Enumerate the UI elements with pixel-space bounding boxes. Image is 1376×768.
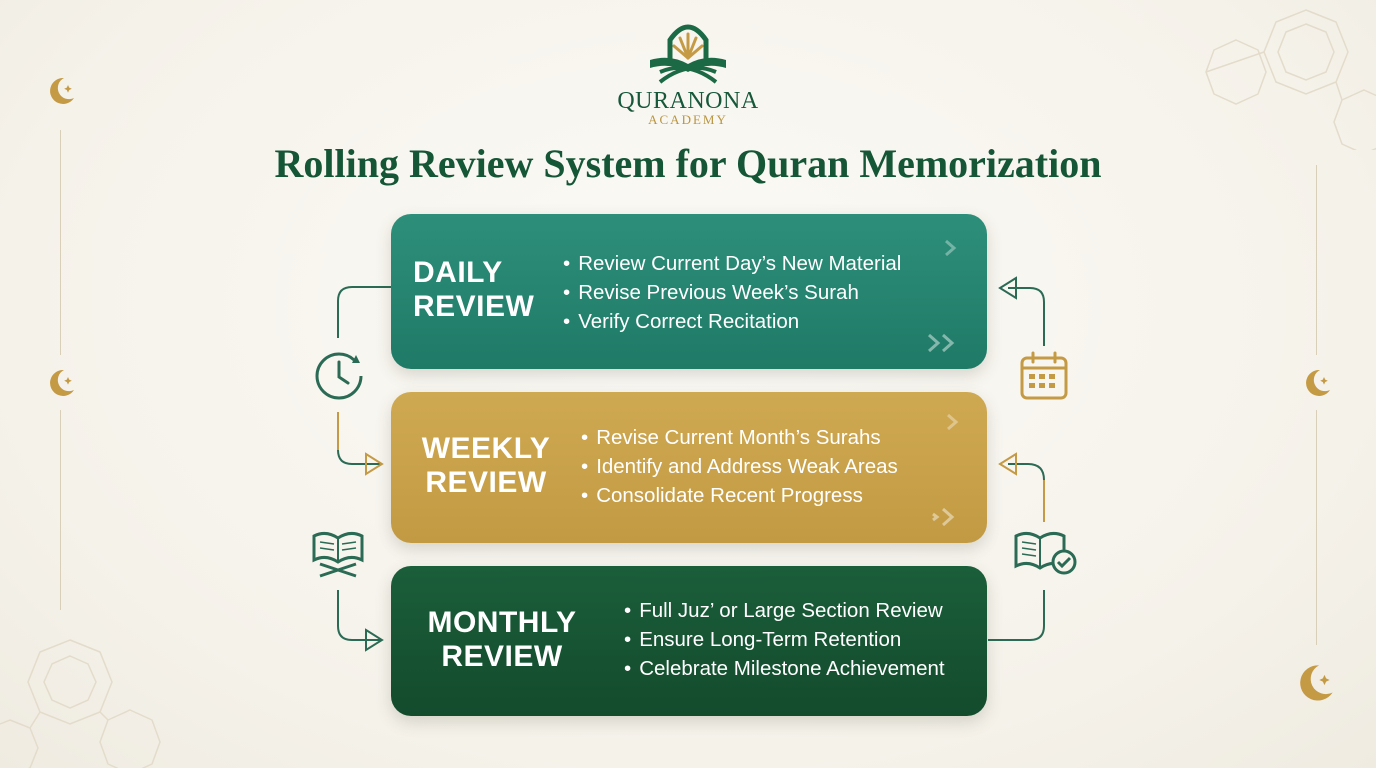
list-item: • Full Juz’ or Large Section Review (624, 596, 945, 625)
daily-review-title: DAILY REVIEW (413, 256, 535, 323)
weekly-review-title: WEEKLY REVIEW (421, 432, 551, 499)
monthly-review-card (391, 566, 987, 716)
weekly-review-card (391, 392, 987, 543)
open-quran-on-stand-icon (308, 526, 368, 580)
calendar-icon (1018, 350, 1070, 402)
monthly-review-list (624, 596, 945, 683)
brand-name: QURANONA (617, 88, 759, 114)
weekly-review-list (581, 423, 898, 510)
list-item: • Ensure Long-Term Retention (624, 625, 945, 654)
double-chevron-right-icon (929, 506, 961, 528)
list-item: • Revise Previous Week’s Surah (563, 278, 901, 307)
page-title: Rolling Review System for Quran Memorization (274, 141, 1102, 186)
chevron-right-icon (942, 238, 958, 258)
list-item: • Review Current Day’s New Material (563, 249, 901, 278)
monthly-review-title: MONTHLY REVIEW (427, 606, 577, 673)
daily-review-list (563, 249, 901, 336)
list-item: • Verify Correct Recitation (563, 307, 901, 336)
list-item: • Celebrate Milestone Achievement (624, 654, 945, 683)
brand-subtitle: ACADEMY (648, 112, 728, 127)
double-chevron-right-icon (925, 332, 961, 354)
daily-review-card (391, 214, 987, 369)
chevron-right-icon (944, 412, 960, 432)
list-item: • Revise Current Month’s Surahs (581, 423, 898, 452)
clock-icon (312, 349, 366, 403)
book-with-check-icon (1012, 528, 1080, 578)
list-item: • Identify and Address Weak Areas (581, 452, 898, 481)
list-item: • Consolidate Recent Progress (581, 481, 898, 510)
